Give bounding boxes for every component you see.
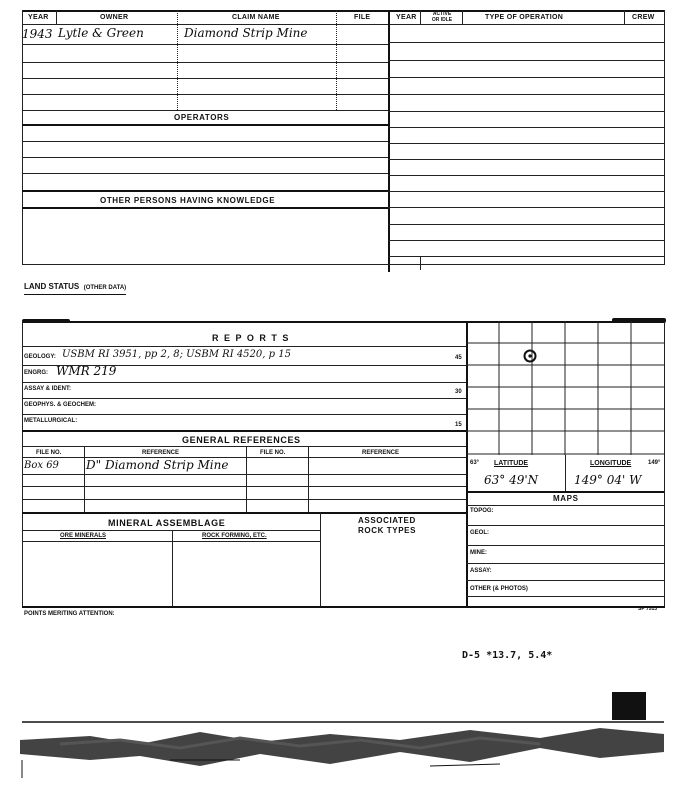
header-crew: CREW — [632, 14, 655, 21]
longitude-value: 149° 04' W — [574, 473, 642, 487]
mineral-assemblage-title: MINERAL ASSEMBLAGE — [108, 518, 226, 528]
maps-geol: GEOL: — [470, 530, 489, 536]
stamp-code: D-5 *13.7, 5.4* — [462, 650, 553, 661]
maps-mine: MINE: — [470, 550, 487, 556]
rock-forming-label: ROCK FORMING, ETC. — [202, 533, 267, 539]
scale-15: 15 — [455, 422, 462, 428]
col-reference-2: REFERENCE — [362, 450, 400, 456]
scale-45: 45 — [455, 355, 462, 361]
points-meriting-attention: POINTS MERITING ATTENTION: — [24, 611, 115, 617]
entry-owner: Lytle & Green — [58, 26, 144, 40]
township-grid — [466, 321, 664, 455]
col-file-no-2: FILE NO. — [260, 450, 286, 456]
header-file: FILE — [354, 14, 371, 21]
latitude-label: LATITUDE — [494, 460, 529, 467]
associated-label-1: ASSOCIATED — [358, 516, 416, 525]
engrg-value: WMR 219 — [56, 364, 117, 378]
maps-other: OTHER (& PHOTOS) — [470, 586, 528, 592]
geology-label: GEOLOGY: — [24, 354, 56, 360]
long-suffix: 149° — [648, 460, 661, 466]
scan-bottom-band — [0, 718, 678, 788]
land-status-sub: (OTHER DATA) — [83, 285, 127, 291]
header-or-idle: OR IDLE — [431, 17, 453, 23]
engrg-label: ENGRG: — [24, 370, 48, 376]
ore-minerals-label: ORE MINERALS — [60, 533, 107, 539]
lat-prefix: 63° — [470, 460, 480, 466]
maps-assay: ASSAY: — [470, 568, 492, 574]
header-claim-name: CLAIM NAME — [232, 14, 280, 21]
header-year-2: YEAR — [396, 14, 417, 21]
header-type-of-operation: TYPE OF OPERATION — [485, 14, 564, 21]
entry-claim-name: Diamond Strip Mine — [184, 26, 308, 40]
header-active: ACTIVE — [432, 11, 452, 17]
scan-black-square — [612, 692, 646, 720]
metallurgical-label: METALLURGICAL: — [24, 418, 78, 424]
ref-row1-reference: D" Diamond Strip Mine — [86, 458, 229, 472]
entry-year: 1943 — [22, 27, 53, 41]
assay-label: ASSAY & IDENT: — [24, 386, 72, 392]
ref-row1-file: Box 69 — [24, 460, 59, 471]
form-number: SP 7513 — [638, 606, 658, 612]
reports-title: R E P O R T S — [212, 333, 290, 343]
operators-label: OPERATORS — [174, 113, 230, 122]
col-reference: REFERENCE — [142, 450, 180, 456]
header-owner: OWNER — [100, 14, 129, 21]
associated-label-2: ROCK TYPES — [358, 526, 417, 535]
col-file-no: FILE NO. — [36, 450, 62, 456]
land-status-label: LAND STATUS — [24, 282, 80, 291]
geophys-label: GEOPHYS. & GEOCHEM: — [24, 402, 97, 408]
knowledge-label: OTHER PERSONS HAVING KNOWLEDGE — [100, 196, 276, 205]
land-status-heading — [24, 276, 126, 295]
geology-value: USBM RI 3951, pp 2, 8; USBM RI 4520, p 15 — [62, 349, 291, 360]
longitude-label: LONGITUDE — [590, 460, 632, 467]
header-year: YEAR — [28, 14, 49, 21]
general-references-title: GENERAL REFERENCES — [182, 435, 301, 445]
latitude-value: 63° 49'N — [484, 473, 539, 487]
header-active-or-idle — [424, 11, 460, 23]
maps-title: MAPS — [553, 494, 579, 503]
scale-30: 30 — [455, 389, 462, 395]
maps-topog: TOPOG: — [470, 508, 494, 514]
